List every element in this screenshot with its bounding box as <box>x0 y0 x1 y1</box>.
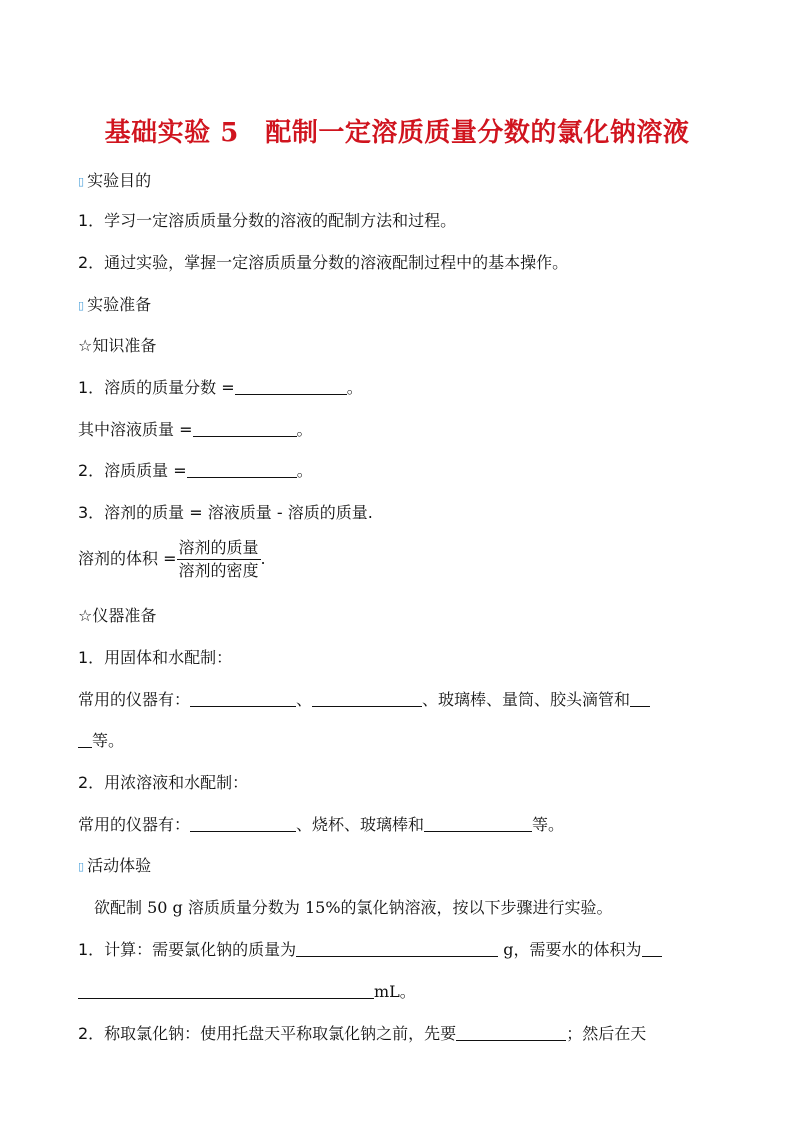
activity-step-1-cont: mL。 <box>78 982 416 1002</box>
fraction-numerator: 溶剂的质量 <box>177 538 261 560</box>
fill-blank[interactable] <box>190 691 296 707</box>
instruments-line-3: 等。 <box>78 731 124 751</box>
knowledge-line-3: 2．溶质质量 = 。 <box>78 461 313 480</box>
section-heading-preparation: ▯ 实验准备 <box>78 295 152 314</box>
fill-blank[interactable] <box>630 691 650 707</box>
fill-blank[interactable] <box>456 1025 566 1041</box>
fill-blank[interactable] <box>78 983 374 999</box>
fill-blank[interactable] <box>190 816 296 832</box>
bookmark-icon: ▯ <box>78 860 85 873</box>
knowledge-heading: ☆知识准备 <box>78 336 157 355</box>
purpose-item-1: 1．学习一定溶质质量分数的溶液的配制方法和过程。 <box>78 211 457 230</box>
fill-blank[interactable] <box>235 379 347 395</box>
fraction <box>177 538 261 581</box>
fill-blank[interactable] <box>312 691 422 707</box>
fraction-denominator: 溶剂的密度 <box>178 561 259 580</box>
bookmark-icon: ▯ <box>78 175 85 188</box>
fill-blank[interactable] <box>78 732 92 748</box>
section-heading-activity: ▯ 活动体验 <box>78 856 152 875</box>
activity-step-2: 2．称取氯化钠：使用托盘天平称取氯化钠之前，先要 ；然后在天 <box>78 1024 647 1043</box>
page-title: 基础实验 5 配制一定溶质质量分数的氯化钠溶液 <box>104 118 690 148</box>
instruments-line-5: 常用的仪器有： 、烧杯、玻璃棒和 等。 <box>78 815 565 834</box>
fill-blank[interactable] <box>193 421 297 437</box>
knowledge-line-1: 1．溶质的质量分数 = 。 <box>78 378 363 397</box>
section-heading-purpose: ▯ 实验目的 <box>78 171 152 190</box>
fill-blank[interactable] <box>642 941 662 957</box>
knowledge-line-4: 3．溶剂的质量 = 溶液质量 - 溶质的质量. <box>78 503 373 522</box>
knowledge-line-5: 溶剂的体积 = $\frac{\text{溶剂的质量}}{\text{溶剂的密度}}$ . <box>78 538 266 580</box>
knowledge-line-2: 其中溶液质量 = 。 <box>78 420 313 439</box>
instruments-line-1: 1．用固体和水配制： <box>78 648 233 667</box>
fill-blank[interactable] <box>296 941 498 957</box>
instruments-line-2: 常用的仪器有： 、 、玻璃棒、量筒、胶头滴管和 <box>78 690 650 710</box>
instruments-heading: ☆仪器准备 <box>78 606 157 625</box>
purpose-item-2: 2．通过实验，掌握一定溶质质量分数的溶液配制过程中的基本操作。 <box>78 253 569 272</box>
instruments-line-4: 2．用浓溶液和水配制： <box>78 773 249 792</box>
fill-blank[interactable] <box>424 816 532 832</box>
bookmark-icon: ▯ <box>78 299 85 312</box>
activity-intro: 欲配制 50 g 溶质质量分数为 15%的氯化钠溶液，按以下步骤进行实验。 <box>94 898 613 917</box>
activity-step-1: 1．计算：需要氯化钠的质量为 g，需要水的体积为 <box>78 940 662 960</box>
fill-blank[interactable] <box>187 462 297 478</box>
